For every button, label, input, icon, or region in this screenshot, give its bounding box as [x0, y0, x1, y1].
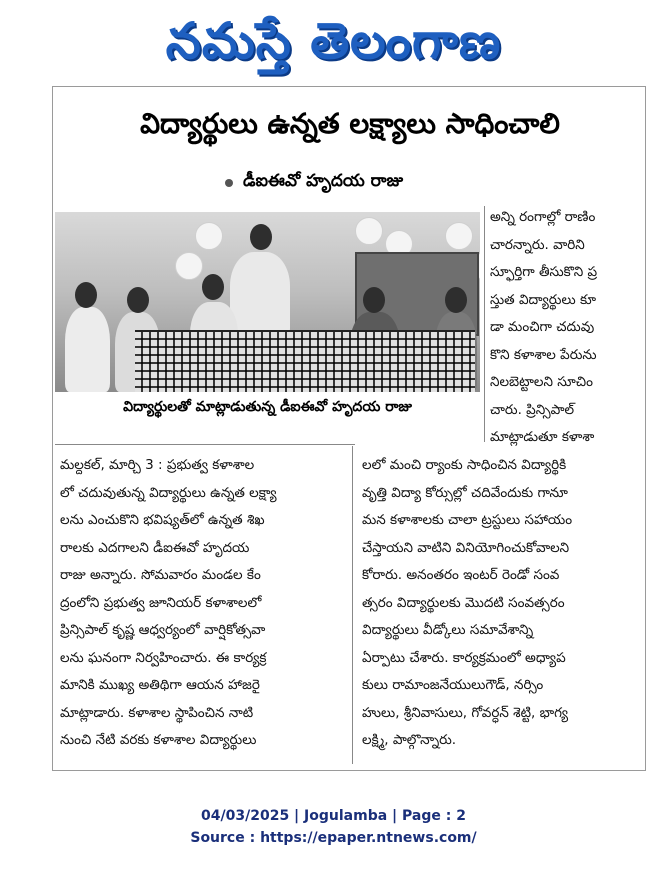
article-column-middle	[362, 452, 642, 755]
article-line: కులు రామాంజనేయులుగౌడ్, నర్సిం	[362, 677, 544, 693]
article-line: నుంచి నేటి వరకు కళాశాల విద్యార్థులు	[60, 732, 257, 748]
bullet-icon	[225, 179, 233, 187]
balloon-decoration	[175, 252, 203, 280]
article-line: లక్ష్మి, పాల్గొన్నారు.	[362, 732, 457, 748]
article-line: నిలబెట్టాలని సూచిం	[490, 374, 593, 390]
dais-table	[135, 330, 475, 392]
article-line: అన్ని రంగాల్లో రాణిం	[490, 209, 596, 225]
headline: విద్యార్థులు ఉన్నత లక్ష్యాలు సాధించాలి	[140, 107, 560, 140]
person-head	[202, 274, 224, 300]
person-head	[250, 224, 272, 250]
article-line: లను ఎంచుకొని భవిష్యత్‌లో ఉన్నత శిఖ	[60, 512, 265, 528]
article-line: విద్యార్థులు వీడ్కోలు సమావేశాన్ని	[362, 622, 534, 638]
article-line: మాట్లాడుతూ కళాశా	[490, 429, 595, 445]
vertical-divider	[484, 206, 485, 442]
photo-caption: విద్యార్థులతో మాట్లాడుతున్న డీఐఈవో హృదయ రాజు	[123, 398, 412, 415]
article-line: హులు, శ్రీనివాసులు, గోవర్ధన్ శెట్టి, భాగ్య	[362, 704, 569, 721]
person-head	[75, 282, 97, 308]
article-line: మల్దకల్, మార్చి 3 : ప్రభుత్వ కళాశాల	[60, 457, 255, 473]
balloon-decoration	[445, 222, 473, 250]
person-head	[445, 287, 467, 313]
vertical-divider	[352, 446, 353, 764]
article-line: చేస్తాయని వాటిని వినియోగించుకోవాలని	[362, 539, 570, 556]
article-line: ఏర్పాటు చేశారు. కార్యక్రమంలో అధ్యాప	[362, 649, 566, 666]
news-photo	[55, 212, 480, 392]
article-line: స్ఫూర్తిగా తీసుకొని ప్ర	[490, 264, 598, 280]
article-line: మన కళాశాలకు చాలా ట్రస్టులు సహాయం	[362, 512, 573, 528]
article-line: ప్రిన్సిపాల్ కృష్ణ ఆధ్వర్యంలో వార్షికోత్సవా	[60, 622, 266, 638]
article-line: వృత్తి విద్యా కోర్సుల్లో చదివేందుకు గానూ	[362, 484, 568, 501]
article-line: ద్రంలోని ప్రభుత్వ జూనియర్ కళాశాలలో	[60, 594, 262, 611]
article-line: రాలకు ఎదగాలని డీఐఈవో హృదయ	[60, 539, 250, 556]
article-line: లో చదువుతున్న విద్యార్థులు ఉన్నత లక్ష్యా	[60, 484, 277, 501]
article-line: డా మంచిగా చదువు	[490, 319, 595, 335]
masthead: నమస్తే తెలంగాణ	[165, 12, 502, 70]
article-column-left	[60, 452, 340, 755]
article-line: త్సరం విద్యార్థులకు మొదటి సంవత్సరం	[362, 594, 565, 611]
person-head	[363, 287, 385, 313]
balloon-decoration	[355, 217, 383, 245]
article-line: చారు. ప్రిన్సిపాల్	[490, 401, 575, 418]
balloon-decoration	[195, 222, 223, 250]
article-line: మానికి ముఖ్య అతిథిగా ఆయన హాజరై	[60, 677, 260, 693]
article-line: చారన్నారు. వారిని	[490, 236, 585, 253]
subhead	[225, 168, 403, 198]
article-line: కొని కళాశాల పేరును	[490, 346, 597, 363]
subhead-text: డీఐఈవో హృదయ రాజు	[243, 171, 404, 191]
person	[65, 307, 110, 392]
person	[230, 252, 290, 337]
horizontal-divider	[55, 444, 355, 445]
footer-date-line: 04/03/2025 | Jogulamba | Page : 2	[201, 808, 466, 824]
article-line: రాజు అన్నారు. సోమవారం మండల కేం	[60, 567, 261, 583]
article-column-right	[490, 204, 640, 452]
article-line: స్తుత విద్యార్థులు కూ	[490, 291, 597, 308]
person-head	[127, 287, 149, 313]
article-line: లలో మంచి ర్యాంకు సాధించిన విద్యార్థికి	[362, 457, 567, 473]
article-line: కోరారు. అనంతరం ఇంటర్ రెండో సంవ	[362, 567, 560, 583]
footer-source-line: Source : https://epaper.ntnews.com/	[190, 830, 477, 846]
article-line: లను ఘనంగా నిర్వహించారు. ఈ కార్యక్ర	[60, 649, 267, 666]
article-line: మాట్లాడారు. కళాశాల స్థాపించిన నాటి	[60, 704, 254, 721]
